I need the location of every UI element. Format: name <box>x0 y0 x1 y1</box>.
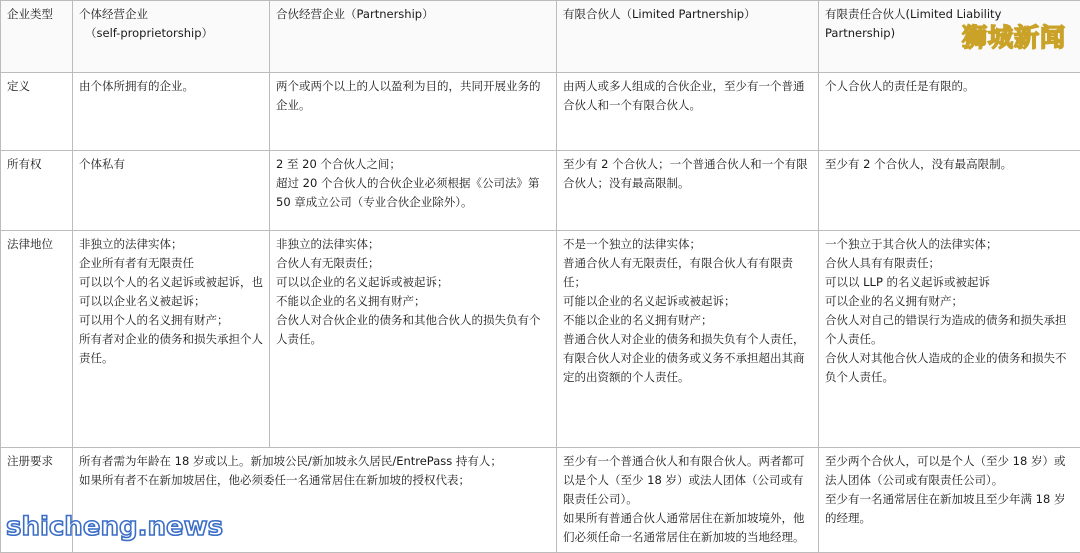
row-definition <box>1 73 1080 151</box>
cell: 个体私有 <box>73 151 270 231</box>
cell: 至少有 2 个合伙人，没有最高限制。 <box>819 151 1080 231</box>
cell: 一个独立于其合伙人的法律实体； 合伙人具有有限责任； 可以以 LLP 的名义起诉或被起诉 可以企业的名义拥有财产； 合伙人对自己的错误行为造成的债务和损失承担个人责任。 合伙人对其他合伙人造成的企业的债务和损失不负个人责任。 <box>819 231 1080 448</box>
header-partnership: 合伙经营企业（Partnership） <box>270 1 557 73</box>
watermark-bottom-logo: shicheng.news <box>6 512 223 542</box>
cell: 由两人或多人组成的合伙企业，至少有一个普通合伙人和一个有限合伙人。 <box>557 73 819 151</box>
cell: 个人合伙人的责任是有限的。 <box>819 73 1080 151</box>
cell: 非独立的法律实体； 企业所有者有无限责任 可以以个人的名义起诉或被起诉，也可以以企业名义被起诉； 可以用个人的名义拥有财产； 所有者对企业的债务和损失承担个人责任。 <box>73 231 270 448</box>
watermark-top-logo: 狮城新闻 <box>962 18 1066 54</box>
cell: 至少有 2 个合伙人；一个普通合伙人和一个有限合伙人；没有最高限制。 <box>557 151 819 231</box>
header-llp: 有限责任合伙人(Limited Liability Partnership) <box>819 1 1080 73</box>
cell: 由个体所拥有的企业。 <box>73 73 270 151</box>
header-row <box>1 1 1080 73</box>
cell: 2 至 20 个合伙人之间； 超过 20 个合伙人的合伙企业必须根据《公司法》第 50 章成立公司（专业合伙企业除外）。 <box>270 151 557 231</box>
cell: 非独立的法律实体； 合伙人有无限责任； 可以以企业的名义起诉或被起诉； 不能以企业的名义拥有财产； 合伙人对合伙企业的债务和其他合伙人的损失负有个人责任。 <box>270 231 557 448</box>
row-label: 注册要求 <box>1 448 73 553</box>
cell: 不是一个独立的法律实体； 普通合伙人有无限责任，有限合伙人有有限责任； 可能以企业的名义起诉或被起诉； 不能以企业的名义拥有财产； 普通合伙人对企业的债务和损失负有个人责任， 有限合伙人对企业的债务或义务不承担超出其商定的出资额的个人责任。 <box>557 231 819 448</box>
cell: 至少两个合伙人，可以是个人（至少 18 岁）或法人团体（公司或有限责任公司）。 至少有一名通常居住在新加坡且至少年满 18 岁的经理。 <box>819 448 1080 553</box>
row-label: 定义 <box>1 73 73 151</box>
cell: 两个或两个以上的人以盈利为目的，共同开展业务的企业。 <box>270 73 557 151</box>
cell: 至少有一个普通合伙人和有限合伙人。两者都可以是个人（至少 18 岁）或法人团体（公司或有限责任公司）。 如果所有普通合伙人通常居住在新加坡境外，他们必须任命一名通常居住在新加坡的当地经理。 <box>557 448 819 553</box>
header-limited-partnership: 有限合伙人（Limited Partnership） <box>557 1 819 73</box>
row-ownership <box>1 151 1080 231</box>
header-sole-proprietorship: 个体经营企业 （self-proprietorship） <box>73 1 270 73</box>
row-label: 所有权 <box>1 151 73 231</box>
row-legal-status <box>1 231 1080 448</box>
header-type-label: 企业类型 <box>1 1 73 73</box>
cell-merged: 所有者需为年龄在 18 岁或以上。新加坡公民/新加坡永久居民/EntrePass 持有人； 如果所有者不在新加坡居住，他必须委任一名通常居住在新加坡的授权代表； <box>73 448 557 553</box>
row-label: 法律地位 <box>1 231 73 448</box>
